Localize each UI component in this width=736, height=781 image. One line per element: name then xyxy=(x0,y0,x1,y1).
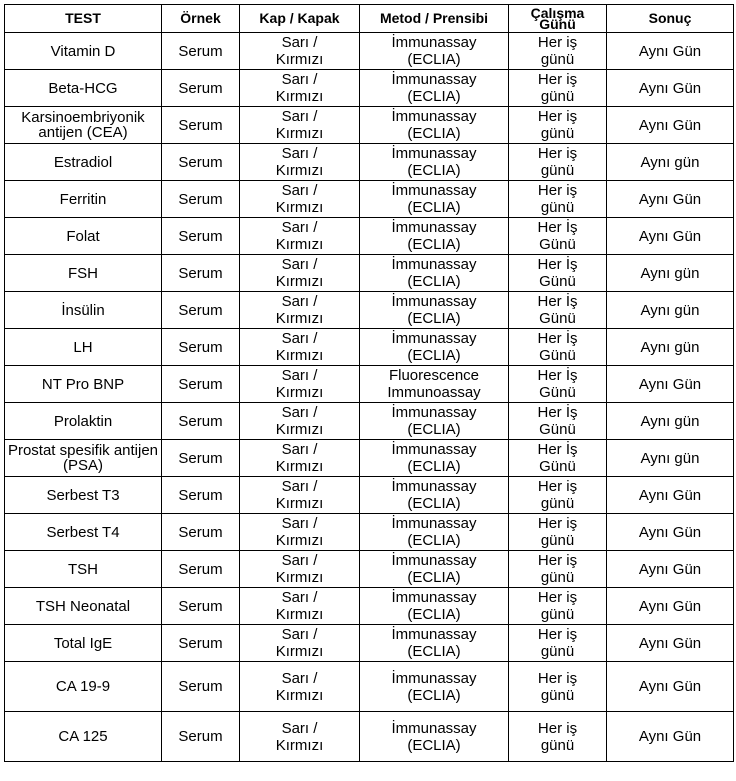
method-cell xyxy=(360,477,509,514)
workday-line1: Her İş xyxy=(537,256,578,273)
method-name: İmmunassay xyxy=(391,34,477,51)
container-color-secondary: Kırmızı xyxy=(275,125,324,142)
header-workday-label: Çalışma Günü xyxy=(530,4,585,32)
header-result: Sonuç xyxy=(607,5,734,33)
test-name-cell: Ferritin xyxy=(5,181,162,218)
result-cell: Aynı Gün xyxy=(607,107,734,144)
test-name-cell: TSH Neonatal xyxy=(5,588,162,625)
method-name: İmmunassay xyxy=(391,293,477,310)
container-color-secondary: Kırmızı xyxy=(275,199,324,216)
sample-cell: Serum xyxy=(162,712,240,762)
container-color-primary: Sarı / xyxy=(281,478,318,495)
sample-cell: Serum xyxy=(162,329,240,366)
method-cell xyxy=(360,292,509,329)
method-principle: (ECLIA) xyxy=(407,236,461,253)
result-cell: Aynı Gün xyxy=(607,70,734,107)
method-cell xyxy=(360,625,509,662)
workday-cell xyxy=(509,70,607,107)
result-cell: Aynı Gün xyxy=(607,588,734,625)
container-color-primary: Sarı / xyxy=(281,589,318,606)
header-test: TEST xyxy=(5,5,162,33)
workday-cell xyxy=(509,144,607,181)
result-cell: Aynı gün xyxy=(607,403,734,440)
container-cell xyxy=(240,107,360,144)
table-row xyxy=(5,625,734,662)
method-principle: Immunoassay xyxy=(387,384,481,401)
workday-cell xyxy=(509,255,607,292)
workday-line2: günü xyxy=(540,736,575,754)
method-name: İmmunassay xyxy=(391,552,477,569)
workday-line2: günü xyxy=(540,199,575,216)
container-color-primary: Sarı / xyxy=(281,219,318,236)
workday-line1: Her iş xyxy=(537,515,578,532)
container-cell xyxy=(240,712,360,762)
method-cell xyxy=(360,144,509,181)
sample-cell: Serum xyxy=(162,625,240,662)
method-name: İmmunassay xyxy=(391,219,477,236)
container-color-secondary: Kırmızı xyxy=(275,736,324,754)
sample-cell: Serum xyxy=(162,477,240,514)
method-cell xyxy=(360,329,509,366)
workday-line1: Her iş xyxy=(537,626,578,643)
test-name-cell: CA 125 xyxy=(5,712,162,762)
method-name: İmmunassay xyxy=(391,256,477,273)
table-row xyxy=(5,662,734,712)
table-row xyxy=(5,218,734,255)
test-name-cell: Serbest T4 xyxy=(5,514,162,551)
method-cell xyxy=(360,662,509,712)
workday-line1: Her iş xyxy=(537,34,578,51)
method-name: İmmunassay xyxy=(391,71,477,88)
method-principle: (ECLIA) xyxy=(407,347,461,364)
sample-cell: Serum xyxy=(162,440,240,477)
sample-cell: Serum xyxy=(162,70,240,107)
workday-line1: Her İş xyxy=(537,404,578,421)
test-name-cell: Serbest T3 xyxy=(5,477,162,514)
table-row xyxy=(5,292,734,329)
container-color-secondary: Kırmızı xyxy=(275,606,324,623)
workday-line1: Her İş xyxy=(537,219,578,236)
table-row xyxy=(5,551,734,588)
container-cell xyxy=(240,292,360,329)
result-cell: Aynı gün xyxy=(607,329,734,366)
container-cell xyxy=(240,70,360,107)
workday-line2: günü xyxy=(540,495,575,512)
sample-cell: Serum xyxy=(162,33,240,70)
header-workday xyxy=(509,5,607,33)
result-cell: Aynı gün xyxy=(607,440,734,477)
workday-cell xyxy=(509,514,607,551)
container-cell xyxy=(240,625,360,662)
method-principle: (ECLIA) xyxy=(407,310,461,327)
container-color-secondary: Kırmızı xyxy=(275,273,324,290)
container-color-secondary: Kırmızı xyxy=(275,643,324,660)
method-cell xyxy=(360,70,509,107)
sample-cell: Serum xyxy=(162,588,240,625)
sample-cell: Serum xyxy=(162,255,240,292)
method-cell xyxy=(360,403,509,440)
method-principle: (ECLIA) xyxy=(407,643,461,660)
table-body xyxy=(5,33,734,762)
workday-line2: Günü xyxy=(539,347,576,364)
result-cell: Aynı Gün xyxy=(607,662,734,712)
container-cell xyxy=(240,551,360,588)
result-cell: Aynı gün xyxy=(607,144,734,181)
workday-line2: Günü xyxy=(539,384,576,401)
method-cell xyxy=(360,181,509,218)
method-principle: (ECLIA) xyxy=(407,273,461,290)
method-name: İmmunassay xyxy=(391,589,477,606)
workday-cell xyxy=(509,33,607,70)
workday-line1: Her İş xyxy=(537,367,578,384)
method-cell xyxy=(360,255,509,292)
table-row xyxy=(5,70,734,107)
result-cell: Aynı Gün xyxy=(607,366,734,403)
method-cell xyxy=(360,33,509,70)
workday-cell xyxy=(509,662,607,712)
test-name-cell: Vitamin D xyxy=(5,33,162,70)
result-cell: Aynı Gün xyxy=(607,181,734,218)
workday-line2: günü xyxy=(540,51,575,68)
table-row xyxy=(5,33,734,70)
workday-line2: günü xyxy=(540,88,575,105)
test-name-cell: Total IgE xyxy=(5,625,162,662)
workday-cell xyxy=(509,218,607,255)
header-row xyxy=(5,5,734,33)
test-name-cell: Prolaktin xyxy=(5,403,162,440)
workday-cell xyxy=(509,292,607,329)
sample-cell: Serum xyxy=(162,551,240,588)
container-color-primary: Sarı / xyxy=(281,34,318,51)
method-cell xyxy=(360,366,509,403)
table-row xyxy=(5,588,734,625)
workday-line1: Her iş xyxy=(537,552,578,569)
test-name-cell: Folat xyxy=(5,218,162,255)
method-name: İmmunassay xyxy=(391,182,477,199)
method-name: İmmunassay xyxy=(391,626,477,643)
workday-line2: günü xyxy=(540,532,575,549)
workday-line1: Her iş xyxy=(537,182,578,199)
result-cell: Aynı Gün xyxy=(607,514,734,551)
container-cell xyxy=(240,588,360,625)
workday-line1: Her iş xyxy=(537,669,578,687)
table-row xyxy=(5,514,734,551)
method-cell xyxy=(360,514,509,551)
test-name-cell: NT Pro BNP xyxy=(5,366,162,403)
result-cell: Aynı Gün xyxy=(607,477,734,514)
test-name-cell: CA 19-9 xyxy=(5,662,162,712)
test-name-cell: LH xyxy=(5,329,162,366)
container-color-primary: Sarı / xyxy=(281,71,318,88)
container-color-primary: Sarı / xyxy=(281,182,318,199)
method-principle: (ECLIA) xyxy=(407,606,461,623)
table-row xyxy=(5,712,734,762)
container-cell xyxy=(240,329,360,366)
workday-line2: Günü xyxy=(539,273,576,290)
sample-cell: Serum xyxy=(162,218,240,255)
method-name: İmmunassay xyxy=(391,441,477,458)
workday-cell xyxy=(509,366,607,403)
workday-cell xyxy=(509,477,607,514)
workday-cell xyxy=(509,588,607,625)
container-cell xyxy=(240,255,360,292)
container-color-secondary: Kırmızı xyxy=(275,347,324,364)
method-name: İmmunassay xyxy=(391,108,477,125)
container-color-secondary: Kırmızı xyxy=(275,236,324,253)
method-principle: (ECLIA) xyxy=(407,51,461,68)
method-name: İmmunassay xyxy=(391,478,477,495)
table-row xyxy=(5,440,734,477)
container-color-primary: Sarı / xyxy=(281,367,318,384)
method-principle: (ECLIA) xyxy=(407,532,461,549)
test-name-cell: Karsinoembriyonik antijen (CEA) xyxy=(5,107,162,144)
container-cell xyxy=(240,144,360,181)
test-table xyxy=(4,4,734,762)
table-row xyxy=(5,329,734,366)
workday-cell xyxy=(509,403,607,440)
workday-line1: Her iş xyxy=(537,71,578,88)
container-color-primary: Sarı / xyxy=(281,293,318,310)
workday-line1: Her İş xyxy=(537,293,578,310)
method-cell xyxy=(360,107,509,144)
result-cell: Aynı gün xyxy=(607,255,734,292)
result-cell: Aynı Gün xyxy=(607,33,734,70)
result-cell: Aynı Gün xyxy=(607,712,734,762)
test-name-cell: Prostat spesifik antijen (PSA) xyxy=(5,440,162,477)
result-cell: Aynı Gün xyxy=(607,625,734,662)
table-row xyxy=(5,107,734,144)
sample-cell: Serum xyxy=(162,144,240,181)
table-row xyxy=(5,255,734,292)
container-cell xyxy=(240,514,360,551)
method-cell xyxy=(360,551,509,588)
container-color-primary: Sarı / xyxy=(281,330,318,347)
workday-line2: günü xyxy=(540,643,575,660)
workday-cell xyxy=(509,107,607,144)
sample-cell: Serum xyxy=(162,292,240,329)
method-name: İmmunassay xyxy=(391,145,477,162)
result-cell: Aynı Gün xyxy=(607,551,734,588)
workday-line2: günü xyxy=(540,686,575,704)
sample-cell: Serum xyxy=(162,107,240,144)
workday-line2: günü xyxy=(540,125,575,142)
container-color-primary: Sarı / xyxy=(281,669,318,687)
workday-line2: günü xyxy=(540,162,575,179)
container-color-primary: Sarı / xyxy=(281,108,318,125)
container-color-primary: Sarı / xyxy=(281,719,318,737)
container-cell xyxy=(240,662,360,712)
table-row xyxy=(5,403,734,440)
container-color-secondary: Kırmızı xyxy=(275,162,324,179)
method-cell xyxy=(360,712,509,762)
method-cell xyxy=(360,440,509,477)
method-principle: (ECLIA) xyxy=(407,736,461,754)
table-row xyxy=(5,366,734,403)
container-color-secondary: Kırmızı xyxy=(275,51,324,68)
method-principle: (ECLIA) xyxy=(407,125,461,142)
container-cell xyxy=(240,181,360,218)
sample-cell: Serum xyxy=(162,662,240,712)
sample-cell: Serum xyxy=(162,514,240,551)
workday-cell xyxy=(509,181,607,218)
workday-line2: Günü xyxy=(539,310,576,327)
method-principle: (ECLIA) xyxy=(407,88,461,105)
table-row xyxy=(5,181,734,218)
container-color-secondary: Kırmızı xyxy=(275,421,324,438)
method-principle: (ECLIA) xyxy=(407,162,461,179)
workday-cell xyxy=(509,329,607,366)
workday-cell xyxy=(509,440,607,477)
container-cell xyxy=(240,477,360,514)
sample-cell: Serum xyxy=(162,366,240,403)
workday-line2: Günü xyxy=(539,421,576,438)
method-name: Fluorescence xyxy=(388,367,480,384)
result-cell: Aynı Gün xyxy=(607,218,734,255)
method-principle: (ECLIA) xyxy=(407,686,461,704)
workday-line1: Her İş xyxy=(537,441,578,458)
test-name-cell: FSH xyxy=(5,255,162,292)
workday-line1: Her iş xyxy=(537,108,578,125)
test-name-cell: Beta-HCG xyxy=(5,70,162,107)
method-name: İmmunassay xyxy=(391,404,477,421)
test-name-cell: TSH xyxy=(5,551,162,588)
container-color-secondary: Kırmızı xyxy=(275,495,324,512)
workday-line2: Günü xyxy=(539,458,576,475)
header-container: Kap / Kapak xyxy=(240,5,360,33)
container-color-secondary: Kırmızı xyxy=(275,532,324,549)
container-color-secondary: Kırmızı xyxy=(275,384,324,401)
container-color-secondary: Kırmızı xyxy=(275,310,324,327)
method-cell xyxy=(360,588,509,625)
workday-cell xyxy=(509,712,607,762)
workday-line1: Her iş xyxy=(537,589,578,606)
result-cell: Aynı gün xyxy=(607,292,734,329)
container-color-primary: Sarı / xyxy=(281,256,318,273)
workday-line1: Her İş xyxy=(537,330,578,347)
container-color-primary: Sarı / xyxy=(281,145,318,162)
container-color-primary: Sarı / xyxy=(281,552,318,569)
workday-cell xyxy=(509,625,607,662)
workday-line1: Her iş xyxy=(537,145,578,162)
container-color-primary: Sarı / xyxy=(281,404,318,421)
container-color-primary: Sarı / xyxy=(281,626,318,643)
container-color-primary: Sarı / xyxy=(281,441,318,458)
container-cell xyxy=(240,218,360,255)
workday-line1: Her iş xyxy=(537,719,578,737)
table-row xyxy=(5,477,734,514)
method-name: İmmunassay xyxy=(391,669,477,687)
sample-cell: Serum xyxy=(162,181,240,218)
container-cell xyxy=(240,33,360,70)
header-sample: Örnek xyxy=(162,5,240,33)
container-color-secondary: Kırmızı xyxy=(275,569,324,586)
method-principle: (ECLIA) xyxy=(407,495,461,512)
container-color-secondary: Kırmızı xyxy=(275,458,324,475)
workday-cell xyxy=(509,551,607,588)
container-cell xyxy=(240,440,360,477)
method-principle: (ECLIA) xyxy=(407,421,461,438)
method-principle: (ECLIA) xyxy=(407,458,461,475)
sample-cell: Serum xyxy=(162,403,240,440)
test-name-cell: Estradiol xyxy=(5,144,162,181)
container-color-secondary: Kırmızı xyxy=(275,88,324,105)
method-principle: (ECLIA) xyxy=(407,199,461,216)
table-row xyxy=(5,144,734,181)
header-method: Metod / Prensibi xyxy=(360,5,509,33)
container-cell xyxy=(240,366,360,403)
workday-line1: Her iş xyxy=(537,478,578,495)
container-cell xyxy=(240,403,360,440)
workday-line2: günü xyxy=(540,569,575,586)
method-name: İmmunassay xyxy=(391,719,477,737)
test-name-cell: İnsülin xyxy=(5,292,162,329)
container-color-secondary: Kırmızı xyxy=(275,686,324,704)
method-cell xyxy=(360,218,509,255)
method-principle: (ECLIA) xyxy=(407,569,461,586)
container-color-primary: Sarı / xyxy=(281,515,318,532)
method-name: İmmunassay xyxy=(391,515,477,532)
method-name: İmmunassay xyxy=(391,330,477,347)
workday-line2: günü xyxy=(540,606,575,623)
workday-line2: Günü xyxy=(539,236,576,253)
